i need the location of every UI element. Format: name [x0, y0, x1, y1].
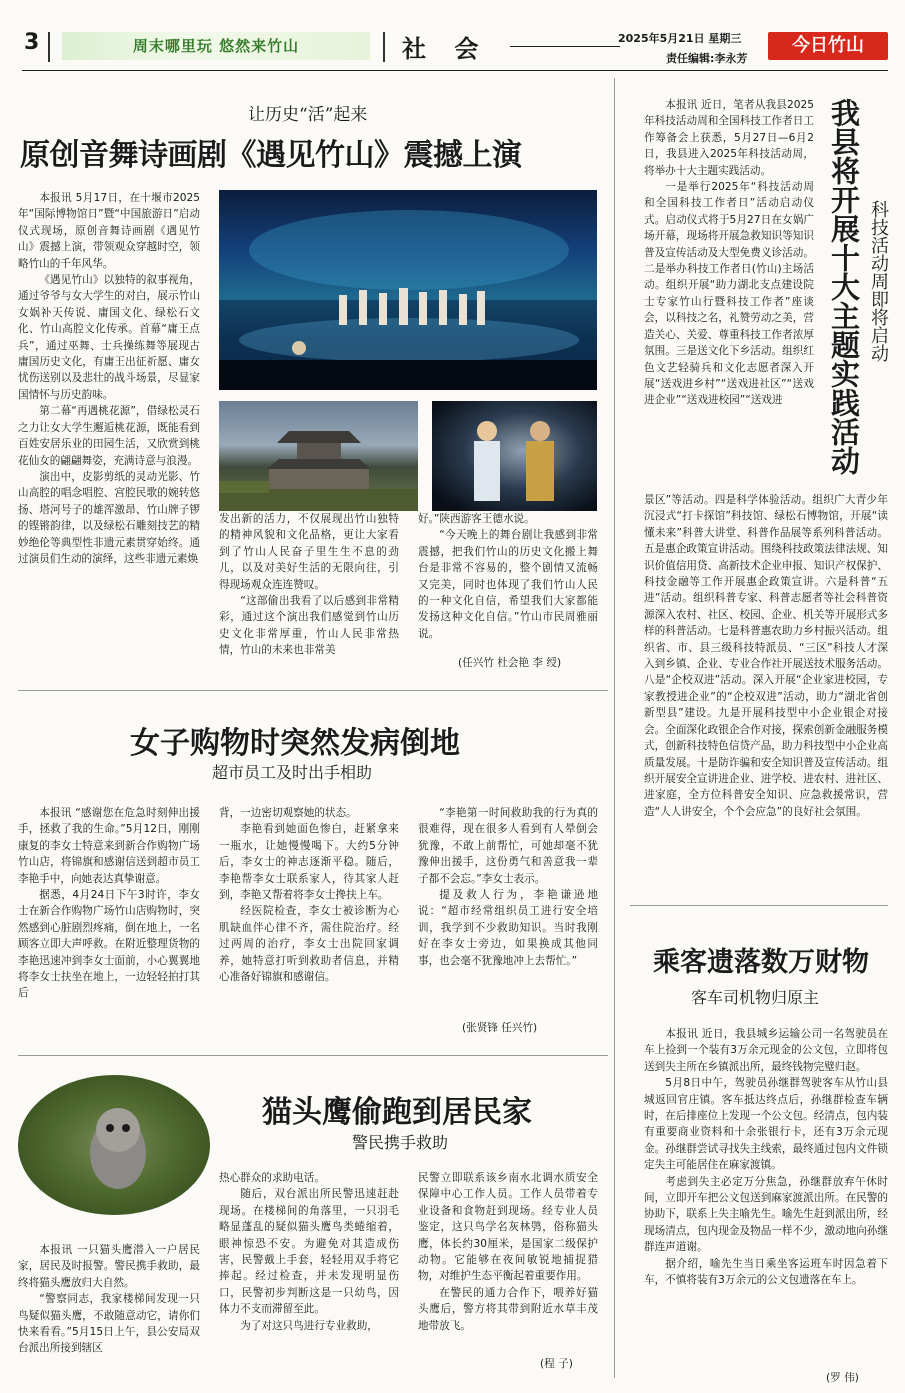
- article2-byline: (张贤锋 任兴竹): [462, 1022, 538, 1034]
- paragraph: 本报讯 近日，我县城乡运输公司一名驾驶员在车上捡到一个装有3万余元现金的公文包，立即将包送到失主所在乡镇派出所，最终钱物完璧归赵。: [644, 1028, 888, 1073]
- article1-byline: (任兴竹 杜会艳 李 绶): [458, 657, 562, 669]
- article3-col2: [219, 1170, 399, 1377]
- section-divider: [18, 1055, 608, 1056]
- paragraph: 提及救人行为，李艳谦逊地说：“超市经常组织员工进行安全培训，我学到不少救助知识。当时我刚好在李女士旁边，如果换成其他同事，也会毫不犹豫地冲上去帮忙。”: [418, 889, 598, 967]
- paragraph: 在警民的通力合作下，喂养好猫头鹰后，警方将其带到附近水草丰茂地带放飞。: [418, 1286, 598, 1332]
- article4-headline: 我县将开展十大主题实践活动: [827, 98, 861, 475]
- paragraph: 本报讯 “感谢您在危急时刻伸出援手，拯救了我的生命。”5月12日，刚刚康复的李女士特意来到新合作购物广场竹山店，将锦旗和感谢信送到超市员工李艳手中，向她表达真挚谢意。: [18, 807, 200, 885]
- paragraph: 考虑到失主必定万分焦急，孙继群放弃午休时间，立即开车把公文包送到麻家渡派出所。在民警的协助下，联系上失主喻先生。喻先生赶到派出所，经现场清点，包内现金及物品一样不少，激动地向孙继群连声道谢。: [644, 1175, 888, 1254]
- masthead-divider: [383, 32, 385, 62]
- paragraph: 本报讯 近日，笔者从我县2025年科技活动周和全国科技工作者日工作筹备会上获悉，5月27日—6月2日，我县进入2025年科技活动周，将举办十大主题实践活动。: [644, 99, 814, 177]
- masthead-divider: [48, 32, 50, 62]
- article3-col3: [418, 1170, 598, 1365]
- paragraph: 李艳看到她面色惨白，赶紧拿来一瓶水，让她慢慢喝下。大约5分钟后，李女士的神志逐渐平稳。随后，李艳帮李女士联系家人，待其家人赶到，李艳又帮着将李女士搀扶上车。: [219, 823, 399, 902]
- section-divider: [18, 690, 608, 691]
- paragraph: 随后，双台派出所民警迅速赶赴现场。在楼梯间的角落里，一只羽毛略显蓬乱的疑似猫头鹰鸟类蜷缩着，眼神惊恐不安。为避免对其造成伤害，民警戴上手套，轻轻用双手将它捧起。经过检查，并未发现明显伤口，民警初步判断这是一只幼鸟，因体力不支而滞留至此。: [219, 1188, 399, 1316]
- article4-col-wide: [644, 492, 888, 887]
- article5-headline: 乘客遗落数万财物: [653, 947, 869, 978]
- article3-headline: 猫头鹰偷跑到居民家: [262, 1095, 532, 1130]
- duet-actors-photo: [432, 401, 597, 511]
- paragraph: 据介绍，喻先生当日乘坐客运班车时因急着下车，不慎将装有3万余元的公文包遗落在车上。: [644, 1257, 888, 1287]
- article4-subhead: 科技活动周即将启动: [868, 200, 889, 362]
- article4-col-top: [644, 97, 814, 492]
- paragraph: 为了对这只鸟进行专业救助，: [240, 1319, 378, 1332]
- stage-illustration: [219, 190, 597, 390]
- paragraph: 演出中，皮影剪纸的灵动光影、竹山高腔的唱念唱腔、宫腔民歌的婉转悠扬、塔河号子的雄浑激昂、竹山牌子锣的铿锵韵律，以及绿松石雕刻技艺的精妙绝伦等典型性非遗元素贯穿始终。通过演员们生动的演绎，这些非遗元素焕: [18, 470, 200, 565]
- paragraph: 本报讯 一只猫头鹰潜入一户居民家，居民及时报警。警民携手救助，最终将猫头鹰放归大自然。: [18, 1244, 200, 1289]
- paragraph: 景区”等活动。四是科学体验活动。组织广大青少年沉浸式“打卡探馆”科技馆、绿松石博物馆，开展“读懂未来”科普大讲堂、科普作品展等系列科普活动。五是惠企政策宣讲活动。围绕科技政策法律法规、知识价值信用贷、高新技术企业申报、知识产权保护、科技金融等工作开展惠企政策宣讲。六是科普“五进”活动。组织科普专家、科普志愿者等社会科普资源深入农村、社区、校园、企业、机关等开展形式多样的科普活动。七是科普惠农助力乡村振兴活动。组织省、市、县三级科技特派员、“三区”科技人才深入到乡镇、企业、专业合作社开展送技术服务活动。八是“企校双进”活动。深入开展“企业家进校园，专家教授进企业”的“企校双进”活动，助力“湖北省创新型县”建设。九是开展科技型中小企业银企对接会。全面深化政银企合作对接，探索创新金融服务模式，创新科技特色信贷产品，助力科技型中小企业高质量发展。十是防诈骗和安全知识普及宣传活动。组织开展安全宣讲进企业、进学校、进农村、进社区、进家庭，全方位科普安全知识、应急救援常识，营造“人人讲安全，个个会应急”的良好社会氛围。: [644, 494, 888, 818]
- masthead-bottom-rule: [22, 70, 888, 71]
- paragraph: “李艳第一时间救助我的行为真的很难得，现在很多人看到有人晕倒会犹豫，不敢上前帮忙，可她却毫不犹豫伸出援手，这份勇气和善意我一辈子都不会忘。”李女士表示。: [418, 807, 598, 885]
- tower-illustration: [219, 401, 418, 511]
- article2-headline: 女子购物时突然发病倒地: [130, 726, 460, 761]
- paragraph: 一是举行2025年“科技活动周和全国科技工作者日”活动启动仪式。启动仪式将于5月27日在女娲广场开幕，现场将开展急救知识等知识普及宣传活动及大型免费义诊活动。二是举办科技工作者日(竹山)主场活动。组织开展“助力湖北支点建设院士专家竹山行暨科技工作者”座谈会，以科技之名，礼赞劳动之美，营造关心、关爱、尊重科技工作者浓厚氛围。三是送文化下乡活动。组织红色文艺轻骑兵和文化志愿者深入开展“送戏进乡村”“送戏进社区”“送戏进企业”“送戏进校园”“送戏进: [644, 181, 814, 407]
- article2-subhead: 超市员工及时出手相助: [212, 763, 373, 782]
- paragraph: 据悉，4月24日下午3时许，李女士在新合作购物广场竹山店购物时，突然感到心脏剧烈疼痛，倒在地上，一名顾客立即大声呼救。在附近整理货物的李艳迅速冲到李女士面前，小心翼翼地将李女士扶坐在地上，一边轻轻拍打其后: [18, 889, 200, 1000]
- paragraph: 热心群众的求助电话。: [219, 1172, 325, 1184]
- article2-col3: [418, 805, 598, 1015]
- paragraph: 《遇见竹山》以独特的叙事视角，通过爷爷与女大学生的对白，展示竹山女娲补天传说、庸国文化、绿松石文化、竹山高腔文化传承。首幕“庸王点兵”，通过巫舞、士兵操练舞等展现古庸国历史文化，有庸王出征祈愿、庸女忧伤送别以及悲壮的战斗场景，尽显家国情怀与历史韵味。: [18, 274, 200, 401]
- paragraph: 本报讯 5月17日，在十堰市2025年“国际博物馆日”暨“中国旅游日”启动仪式现场，原创音舞诗画剧《遇见竹山》震撼上演，带领观众穿越时空，领略竹山的千年风华。: [18, 192, 200, 270]
- ancient-tower-photo: [219, 401, 418, 511]
- duet-illustration: [432, 401, 597, 511]
- paragraph: 好。”陕西游客王德水说。: [418, 513, 535, 525]
- article1-col3: [418, 511, 598, 666]
- responsible-editor: 责任编辑:李永芳: [666, 52, 748, 65]
- issue-date: 2025年5月21日 星期三: [618, 32, 742, 45]
- article1-col2: [219, 511, 399, 675]
- owl-photo: [18, 1075, 210, 1215]
- article1-kicker: 让历史“活”起来: [248, 105, 368, 125]
- paragraph: 民警立即联系该乡南水北调水质安全保障中心工作人员。工作人员带着专业设备和食物赶到现场。经专业人员鉴定，这只鸟学名灰林鸮，俗称猫头鹰，体长约30厘米，是国家二级保护动物。它能够在夜间敏锐地捕捉猎物，对维护生态平衡起着重要作用。: [418, 1172, 598, 1283]
- paragraph: 发出新的活力，不仅展现出竹山独特的精神风貌和文化品格，更让大家看到了竹山人民奋子里生生不息的劲儿，以及对美好生活的无限向往，引得现场观众连连赞叹。: [219, 513, 399, 591]
- page-number: 3: [24, 30, 40, 55]
- article3-col1: [18, 1242, 200, 1377]
- article2-col1: [18, 805, 200, 1050]
- article5-body: [644, 1026, 888, 1366]
- masthead-line: [510, 46, 620, 47]
- article5-byline: (罗 伟): [826, 1372, 859, 1384]
- article3-byline: (程 子): [540, 1358, 573, 1370]
- article2-col2: [219, 805, 399, 1050]
- section-title: 社 会: [402, 34, 489, 63]
- paragraph: 5月8日中午，驾驶员孙继群驾驶客车从竹山县城返回官庄镇。客车抵达终点后，孙继群检查车辆时，在后排座位上发现一个公文包。经清点，包内装有重要商业资料和十余张银行卡，还有3万余元现金。孙继群尝试寻找失主线索，最终通过包内文件锁定失主可能居住在麻家渡镇。: [644, 1077, 888, 1172]
- masthead-banner: 周末哪里玩 悠然来竹山: [62, 32, 370, 60]
- paragraph: 第二幕“再遇桃花源”，借绿松灵石之力让女大学生邂逅桃花源，既能看到百姓安居乐业的田园生活，又欣赏到桃花仙女的翩翩舞姿，充满诗意与浪漫。: [18, 405, 200, 467]
- newspaper-logo: 今日竹山: [768, 32, 888, 60]
- paragraph: “这部偷出我看了以后感到非常精彩，通过这个演出我们感觉到竹山历史文化非常厚重，竹山人民非常热情，竹山的未来也非常美: [219, 595, 399, 657]
- article5-subhead: 客车司机物归原主: [691, 988, 820, 1007]
- article1-col1: [18, 190, 200, 675]
- article3-subhead: 警民携手救助: [352, 1133, 449, 1152]
- stage-performance-photo: [219, 190, 597, 390]
- paragraph: “警察同志，我家楼梯间发现一只鸟疑似猫头鹰，不敢随意动它，请你们快来看看。”5月15日上午，县公安局双台派出所接到辖区: [18, 1293, 200, 1355]
- paragraph: 背，一边密切观察她的状态。: [219, 807, 357, 819]
- column-divider: [614, 78, 615, 1378]
- article1-headline: 原创音舞诗画剧《遇见竹山》震撼上演: [20, 138, 522, 173]
- owl-illustration: [18, 1075, 210, 1215]
- section-divider: [630, 905, 888, 906]
- paragraph: “今天晚上的舞台剧让我感到非常震撼，把我们竹山的历史文化搬上舞台是非常不容易的，整个剧情又流畅又完美，同时也体现了我们竹山人民的一种文化自信，希望我们大家都能发扬这种文化自信。”竹山市民周雅丽说。: [418, 529, 598, 640]
- paragraph: 经医院检查，李女士被诊断为心肌缺血伴心律不齐，需住院治疗。经过两周的治疗，李女士出院回家调养，她特意打听到救助者信息，并精心准备好锦旗和感谢信。: [219, 905, 399, 984]
